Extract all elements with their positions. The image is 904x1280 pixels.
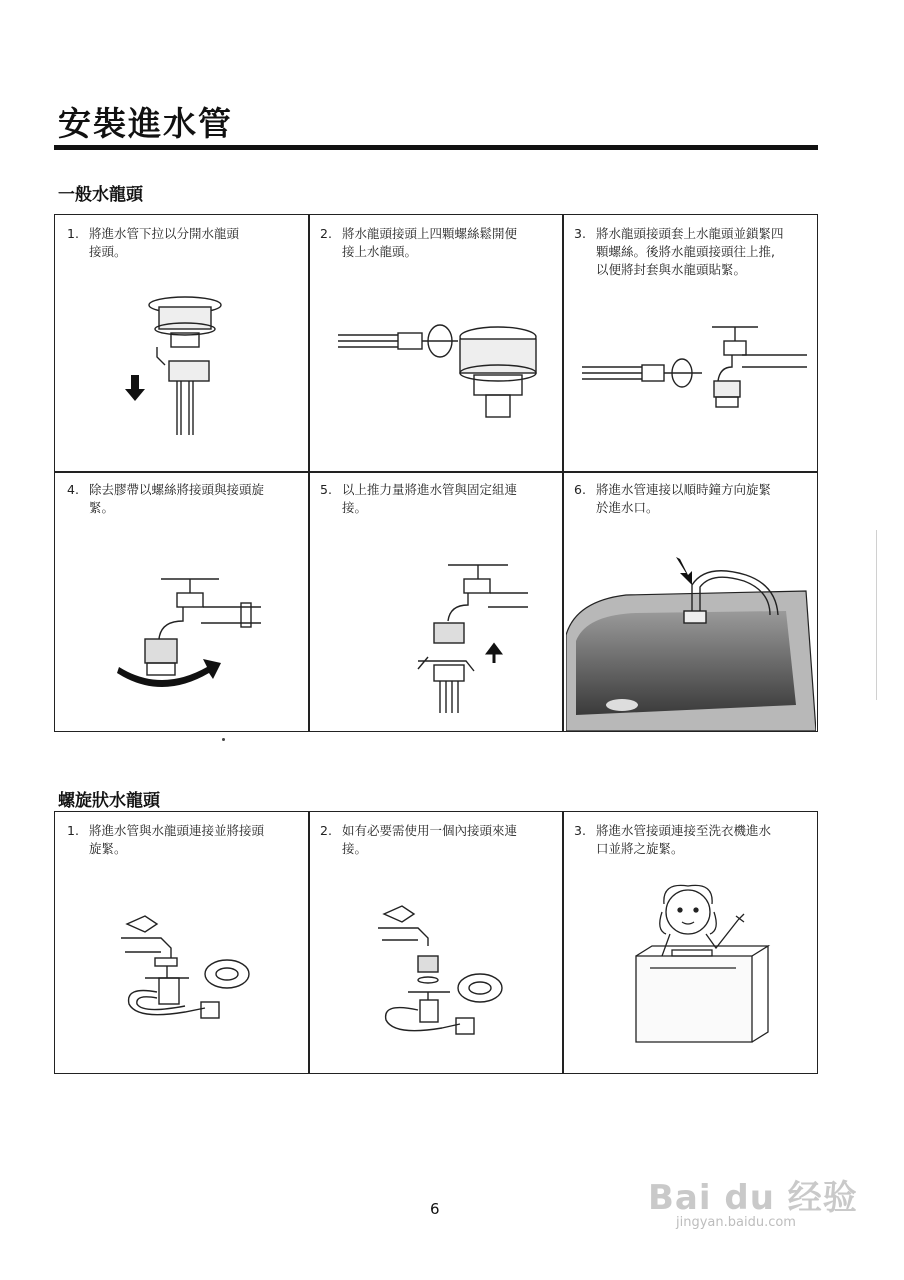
section-heading-screw-faucet: 螺旋狀水龍頭 <box>58 791 160 811</box>
scan-mark <box>222 738 225 741</box>
screwdriver-connector-illustration <box>338 311 548 431</box>
section-heading-general-faucet: 一般水龍頭 <box>58 185 143 205</box>
step-text: 2. 將水龍頭接頭上四顆螺絲鬆開便 接上水龍頭。 <box>320 226 518 259</box>
baidu-watermark-url: jingyan.baidu.com <box>676 1215 796 1230</box>
scan-mark <box>876 530 877 700</box>
faucet-rotation-illustration <box>111 567 271 697</box>
title-rule <box>54 145 818 150</box>
woman-washing-machine-illustration <box>632 872 782 1062</box>
washer-inlet-illustration <box>566 555 816 731</box>
general-faucet-steps-grid <box>54 214 818 732</box>
step-text: 4. 除去膠帶以螺絲將接頭與接頭旋 緊。 <box>67 482 265 515</box>
step-text: 3. 將水龍頭接頭套上水龍頭並鎖緊四 顆螺絲。後將水龍頭接頭往上推, 以便將封套與水龍頭貼緊。 <box>574 226 784 277</box>
step-cell-1 <box>55 812 308 1075</box>
page-number: 6 <box>430 1200 440 1218</box>
step-cell-3 <box>562 812 819 1075</box>
step-text: 1. 將進水管下拉以分開水龍頭 接頭。 <box>67 226 240 259</box>
step-cell-2 <box>308 812 562 1075</box>
step-text: 5. 以上推力量將進水管與固定組連 接。 <box>320 482 518 515</box>
inner-adapter-illustration <box>372 902 512 1042</box>
step-text: 3. 將進水管接頭連接至洗衣機進水 口並將之旋緊。 <box>574 823 772 856</box>
step-cell-4 <box>55 471 308 733</box>
step-text: 6. 將進水管連接以順時鐘方向旋緊 於進水口。 <box>574 482 772 515</box>
page-title: 安裝進水管 <box>58 104 233 143</box>
step-cell-2 <box>308 215 562 471</box>
baidu-watermark: Bai du 经验 <box>648 1178 858 1218</box>
faucet-tightening-illustration <box>582 311 807 421</box>
step-text: 1. 將進水管與水龍頭連接並將接頭 旋緊。 <box>67 823 265 856</box>
hose-connector-illustration <box>115 285 255 455</box>
screw-faucet-steps-grid <box>54 811 818 1074</box>
screw-faucet-hose-illustration <box>115 908 255 1028</box>
step-text: 2. 如有必要需使用一個內接頭來連 接。 <box>320 823 518 856</box>
step-cell-3 <box>562 215 819 471</box>
hose-push-illustration <box>358 553 528 723</box>
step-cell-6 <box>562 471 819 733</box>
step-cell-1 <box>55 215 308 471</box>
step-cell-5 <box>308 471 562 733</box>
